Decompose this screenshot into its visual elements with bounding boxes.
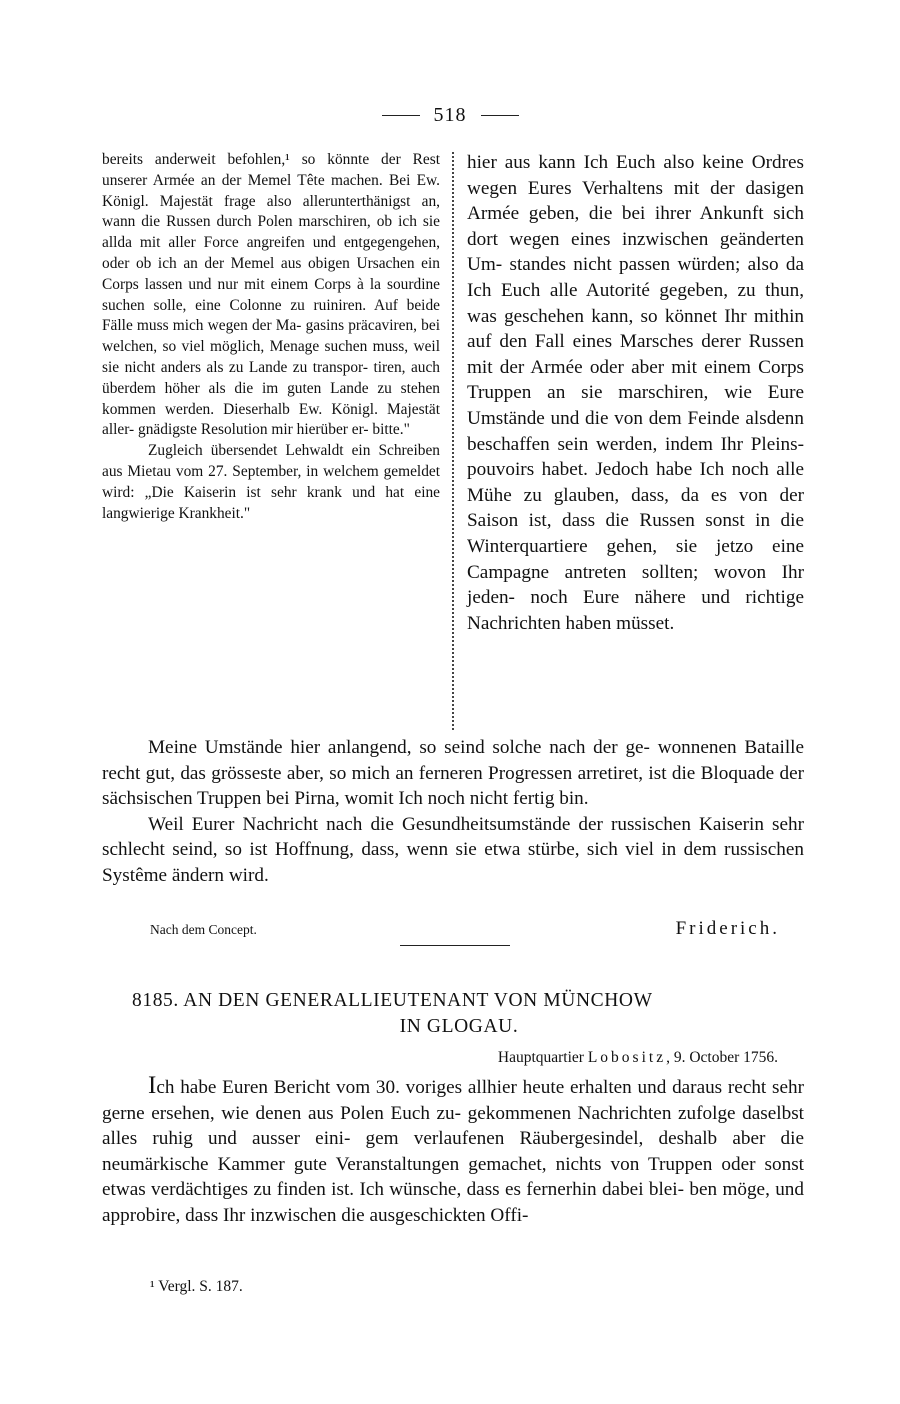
text-line: antreten sollten; wovon Ihr jeden-	[467, 561, 805, 609]
text-line: Progressen arretiret, ist die Bloquade der sächsischen Truppen bei	[102, 762, 805, 810]
page-number-text: 518	[433, 104, 467, 126]
text-line: entgegengehen, oder ob ich an der Memel	[102, 234, 440, 272]
text-line: Kaiserin sehr schlecht seind, so ist Hoffnung, dass, wenn sie etwa	[102, 813, 805, 861]
text-line: gekommenen Nachrichten zufolge daselbst alles ruhig und ausser eini-	[102, 1102, 804, 1150]
dateline-prefix: Hauptquartier	[497, 1049, 584, 1066]
text-line: der Armée oder aber mit einem	[499, 356, 751, 378]
right-paragraph	[467, 150, 804, 636]
text-line: sein werden, indem Ihr Pleins-	[557, 433, 804, 455]
text-line: sie allda mit aller Force angreifen und	[102, 213, 440, 252]
text-line: gasins präcaviren, bei welchen, so viel	[102, 317, 440, 356]
footnote-marker: ¹	[150, 1278, 155, 1295]
text-line: und daraus recht sehr gerne ersehen, wie denen aus Polen Euch zu-	[102, 1077, 804, 1124]
text-line: Russen durch Polen marschiren, ob ich	[166, 213, 417, 231]
text-line: eines Marsches derer Russen mit	[467, 331, 805, 378]
text-line: Zugleich übersendet Lehwaldt ein	[148, 442, 371, 460]
left-paragraph-1	[102, 150, 440, 441]
text-line: Pirna, womit Ich noch nicht fertig bin.	[294, 788, 589, 810]
text-line: dem Feinde alsdenn beschaffen	[467, 407, 804, 455]
text-line: also allerunterthänigst an, wann die	[102, 192, 440, 231]
text-line: Corps Truppen an sie marschiren,	[467, 356, 805, 404]
text-line: eines inzwischen geänderten Um-	[467, 228, 804, 276]
text-line: Ordres wegen Eures Verhaltens mit	[467, 152, 805, 199]
text-line: bitte."	[372, 421, 410, 439]
signature: Friderich.	[675, 918, 780, 939]
page-number-dash-left	[382, 115, 420, 116]
text-line: verdächtiges zu finden ist. Ich wünsche, dass es fernerhin dabei blei-	[151, 1179, 685, 1201]
text-line: wie Eure Umstände und die von	[467, 382, 804, 429]
text-line: stürbe, sich viel in dem russischen Systême ändern wird.	[102, 839, 804, 886]
letter-paragraph	[102, 1072, 804, 1229]
text-line: gnädigste Resolution mir hierüber er-	[138, 421, 369, 439]
heading-line-1: 8185. AN DEN GENERALLIEUTENANT VON MÜNCHOW	[132, 990, 653, 1011]
text-line: Nachrichten haben müsset.	[467, 612, 675, 634]
text-line: machen. Bei Ew. Königl. Majestät frage	[102, 171, 441, 210]
text-line: Dieserhalb Ew. Königl. Majestät aller-	[102, 400, 440, 439]
concept-line	[102, 918, 780, 940]
dateline-place: Lobositz	[587, 1049, 667, 1066]
text-line: da Ich Euch alle Autorité gegeben,	[467, 254, 805, 301]
right-column	[467, 150, 804, 636]
full-width-text	[102, 735, 804, 889]
text-line: da es von der Saison ist, dass die	[467, 484, 805, 532]
text-line: aus obigen Ursachen ein Corps lassen und	[102, 254, 440, 293]
left-paragraph-2	[102, 441, 440, 524]
text-line: noch alle Mühe zu glauben, dass,	[467, 459, 804, 506]
document-heading	[102, 988, 804, 1039]
text-line: ihrer Ankunft sich dort wegen	[467, 203, 805, 250]
text-line: pouvoirs habet. Jedoch habe Ich	[467, 459, 725, 481]
text-line: ist sehr krank und hat eine langwierige	[102, 483, 440, 522]
text-line: zu thun, was geschehen kann, so	[467, 279, 804, 327]
text-line: Rest unserer Armée an der Memel Tête	[102, 151, 440, 189]
full-paragraph-1	[102, 735, 804, 812]
text-line: Meine Umstände hier anlangend, so seind solche nach der ge-	[148, 737, 650, 758]
text-line: in welchem gemeldet wird: „Die Kaiserin	[102, 462, 440, 501]
section-separator	[400, 945, 510, 946]
text-line: Russen sonst in die Winterquartiere	[467, 510, 804, 557]
text-line: beide Fälle muss mich wegen der Ma-	[102, 296, 440, 335]
text-line: ben möge, und approbire, dass Ihr inzwischen die ausgeschickten Offi-	[102, 1179, 804, 1226]
text-line: tiren, auch überdem höher als die im	[102, 358, 440, 397]
initial-letter: I	[148, 1072, 157, 1099]
text-line: hier aus kann Ich Euch also keine	[467, 152, 744, 173]
text-line: ch habe Euren Bericht vom 30. voriges allhier heute erhalten	[156, 1077, 632, 1098]
page-number-dash-right	[481, 115, 519, 116]
text-line: nicht anders als zu Lande zu transpor-	[124, 358, 368, 376]
text-line: wonnenen Bataille recht gut, das grösseste aber, so mich an ferneren	[102, 737, 805, 784]
left-column	[102, 150, 440, 524]
text-line: guten Lande zu stehen kommen werden.	[102, 379, 440, 418]
text-line: gem verlaufenen Räubergesindel, deshalb aber die neumärkische Kammer	[102, 1128, 804, 1175]
text-line: möglich, Menage suchen muss, weil sie	[102, 338, 440, 376]
text-line: Weil Eurer Nachricht nach die Gesundheitsumstände der russischen	[148, 813, 691, 835]
footnote	[150, 1278, 243, 1296]
source-note: Nach dem Concept.	[150, 922, 257, 937]
text-line: bereits anderweit befohlen,¹ so könnte der	[102, 151, 401, 168]
text-line: Krankheit."	[178, 504, 251, 522]
text-line: nur mit einem Corps à la sourdine suchen	[102, 275, 440, 314]
page-number	[0, 104, 900, 127]
text-line: gehen, sie jetzo eine Campagne	[467, 535, 805, 583]
text-line: standes nicht passen würden; also	[509, 254, 779, 276]
column-divider	[452, 152, 454, 730]
text-line: könnet Ihr mithin auf den Fall	[467, 305, 805, 353]
text-line: Schreiben aus Mietau vom 27. September,	[102, 442, 440, 480]
text-line: gute Veranstaltungen gemachet, nichts von Truppen oder sonst etwas	[102, 1153, 804, 1201]
text-line: der dasigen Armée geben, die bei	[467, 177, 804, 225]
letter-body	[102, 1072, 804, 1229]
text-line: solle, eine Colonne zu ruiniren. Auf	[153, 296, 398, 314]
dateline	[102, 1049, 778, 1067]
text-line: noch Eure nähere und richtige	[530, 587, 804, 609]
footnote-text: Vergl. S. 187.	[158, 1278, 243, 1295]
full-paragraph-2	[102, 812, 804, 889]
heading-line-2: IN GLOGAU.	[399, 1015, 519, 1037]
dateline-date: , 9. October 1756.	[666, 1049, 778, 1066]
